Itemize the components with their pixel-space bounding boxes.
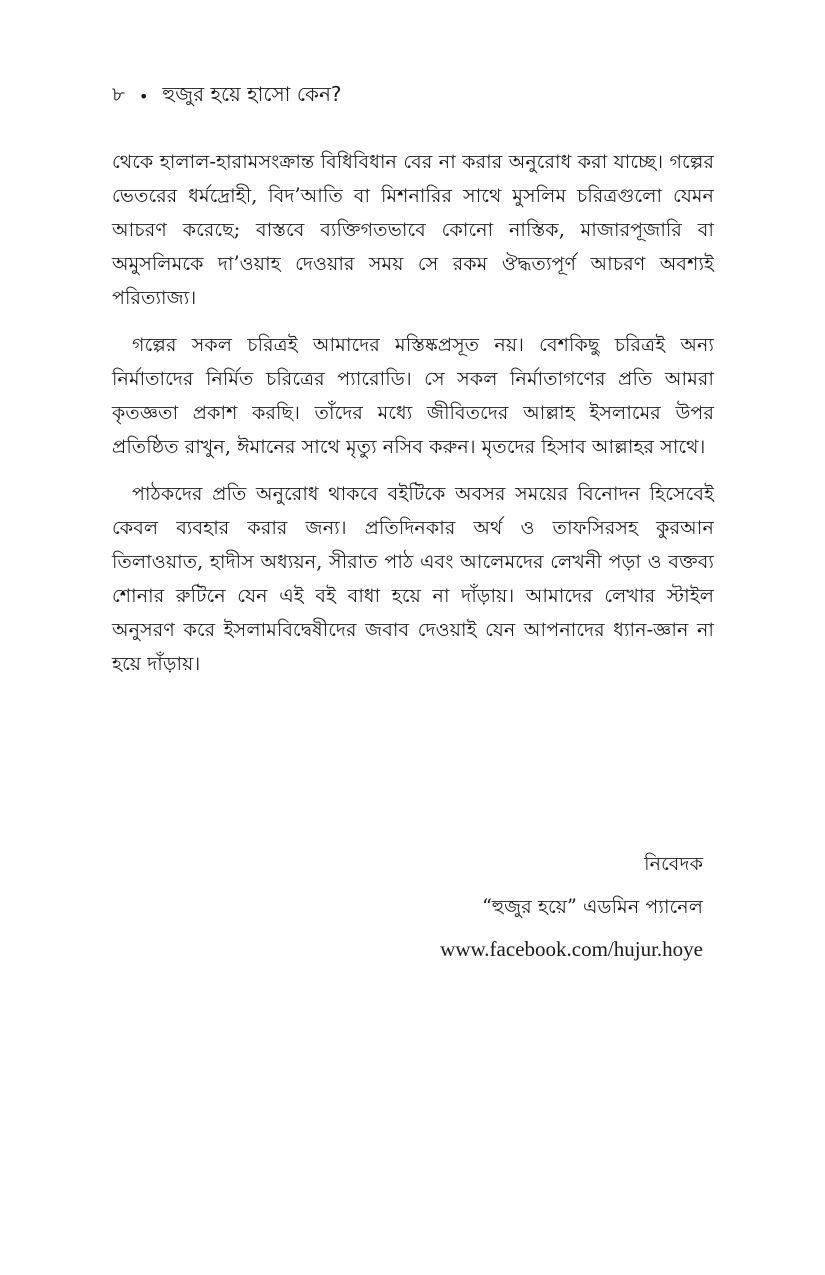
page-number: ৮ [112, 82, 125, 106]
bullet-separator: • [138, 87, 149, 106]
signature-label: নিবেদক [644, 852, 703, 875]
paragraph-reader-request: পাঠকদের প্রতি অনুরোধ থাকবে বইটিকে অবসর সময়ের বিনোদন হিসেবেই কেবল ব্যবহার করার জন্য। প্রতিদিনকার অর্থ ও তাফসিরসহ কুরআন তিলাওয়াত, হাদীস অধ্যয়ন, সীরাত পাঠ এবং আলেমদের লেখনী পড়া ও বক্তব্য শোনার রুটিনে যেন এই বই বাধা হয়ে না দাঁড়ায়। আমাদের লেখার স্টাইল অনুসরণ করে ইসলামবিদ্বেষীদের জবাব দেওয়াই যেন আপনাদের ধ্যান-জ্ঞান না হয়ে দাঁড়ায়। [112, 482, 714, 675]
book-title: হুজুর হয়ে হাসো কেন? [162, 82, 342, 106]
paragraph-continued: থেকে হালাল-হারামসংক্রান্ত বিধিবিধান বের না করার অনুরোধ করা যাচ্ছে। গল্পের ভেতরের ধর্মদ্রোহী, বিদ’আতি বা মিশনারির সাথে মুসলিম চরিত্রগুলো যেমন আচরণ করেছে; বাস্তবে ব্যক্তিগতভাবে কোনো নাস্তিক, মাজারপূজারি বা অমুসলিমকে দা’ওয়াহ দেওয়ার সময় সে রকম ঔদ্ধত্যপূর্ণ আচরণ অবশ্যই পরিত্যাজ্য। [112, 150, 714, 309]
signature-name: “হুজুর হয়ে” এডমিন প্যানেল [482, 895, 703, 918]
running-head [112, 80, 342, 113]
facebook-url: www.facebook.com/hujur.hoye [440, 937, 703, 961]
body-text [112, 145, 714, 694]
signature-block [440, 842, 703, 971]
paragraph-characters: গল্পের সকল চরিত্রই আমাদের মস্তিষ্কপ্রসূত নয়। বেশকিছু চরিত্রই অন্য নির্মাতাদের নির্মিত চরিত্রের প্যারোডি। সে সকল নির্মাতাগণের প্রতি আমরা কৃতজ্ঞতা প্রকাশ করছি। তাঁদের মধ্যে জীবিতদের আল্লাহ ইসলামের উপর প্রতিষ্ঠিত রাখুন, ঈমানের সাথে মৃত্যু নসিব করুন। মৃতদের হিসাব আল্লাহর সাথে। [112, 333, 714, 458]
